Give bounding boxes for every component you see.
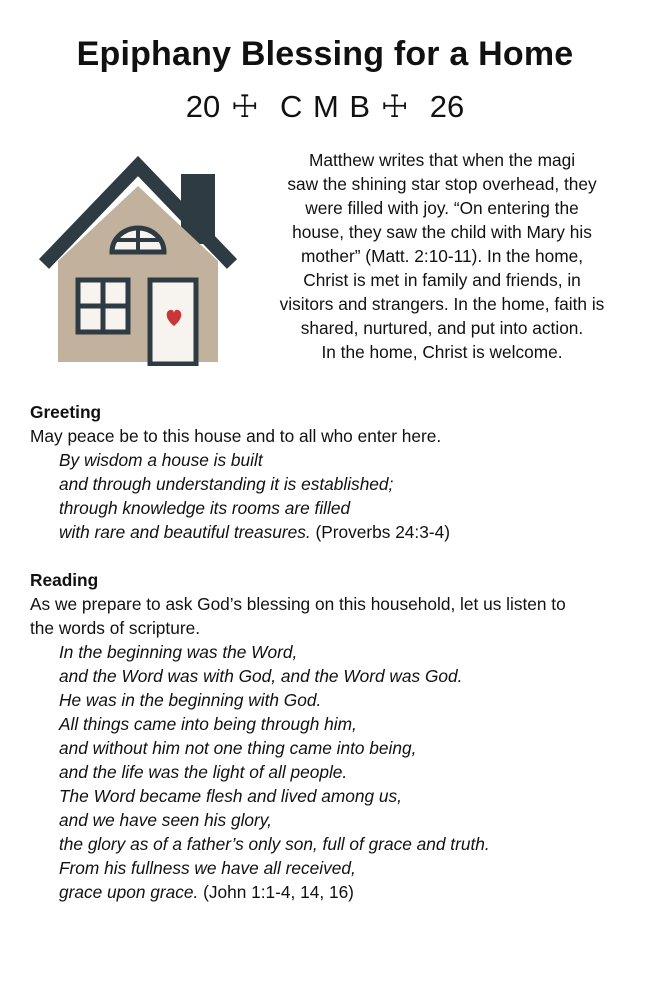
verse-line: All things came into being through him,	[59, 714, 357, 734]
verse-line: and the life was the light of all people.	[59, 762, 348, 782]
verse-line: and the Word was with God, and the Word was God.	[59, 666, 463, 686]
intro-line: were filled with joy. “On entering the	[305, 198, 579, 218]
intro-line: mother” (Matt. 2:10-11). In the home,	[300, 246, 584, 266]
chalk-inscription	[0, 88, 650, 126]
year-end: 26	[429, 89, 465, 124]
greeting-heading: Greeting	[30, 402, 102, 422]
intro-line: shared, nurtured, and put into action.	[300, 318, 584, 338]
intro-paragraph	[256, 148, 628, 364]
citation: (John 1:1-4, 14, 16)	[198, 882, 354, 902]
verse-line: grace upon grace.	[59, 882, 199, 902]
verse-line: and through understanding it is established;	[59, 474, 394, 494]
page-title: Epiphany Blessing for a Home	[76, 35, 574, 73]
verse-line: He was in the beginning with God.	[59, 690, 322, 710]
verse-line: In the beginning was the Word,	[59, 642, 298, 662]
verse-line: By wisdom a house is built	[59, 450, 263, 470]
verse-line: and we have seen his glory,	[59, 810, 272, 830]
cross-icon: ☩	[230, 89, 259, 124]
reading-section	[30, 568, 630, 904]
verse-line: The Word became flesh and lived among us,	[59, 786, 402, 806]
greeting-text: May peace be to this house and to all who enter here.	[30, 426, 442, 446]
intro-line: house, they saw the child with Mary his	[292, 222, 592, 242]
verse-line: through knowledge its rooms are filled	[59, 498, 351, 518]
intro-line: Christ is met in family and friends, in	[303, 270, 581, 290]
cross-icon: ☩	[380, 89, 409, 124]
intro-line: saw the shining star stop overhead, they	[287, 174, 597, 194]
verse-line: From his fullness we have all received,	[59, 858, 356, 878]
verse-line: with rare and beautiful treasures.	[59, 522, 311, 542]
intro-line: visitors and strangers. In the home, faith is	[279, 294, 605, 314]
greeting-section	[30, 400, 630, 544]
verse-line-with-citation	[30, 520, 630, 544]
verse-line-with-citation	[30, 880, 630, 904]
citation: (Proverbs 24:3-4)	[310, 522, 450, 542]
intro-line: Matthew writes that when the magi	[308, 150, 576, 170]
intro-line: In the home, Christ is welcome.	[321, 342, 563, 362]
verse-line: the glory as of a father’s only son, full of grace and truth.	[59, 834, 490, 854]
year-start: 20	[185, 89, 221, 124]
magi-initials: C M B	[279, 89, 371, 124]
reading-text: As we prepare to ask God’s blessing on this household, let us listen to	[30, 594, 566, 614]
house-icon	[38, 156, 238, 366]
reading-text: the words of scripture.	[30, 618, 201, 638]
verse-line: and without him not one thing came into being,	[59, 738, 417, 758]
reading-heading: Reading	[30, 570, 99, 590]
